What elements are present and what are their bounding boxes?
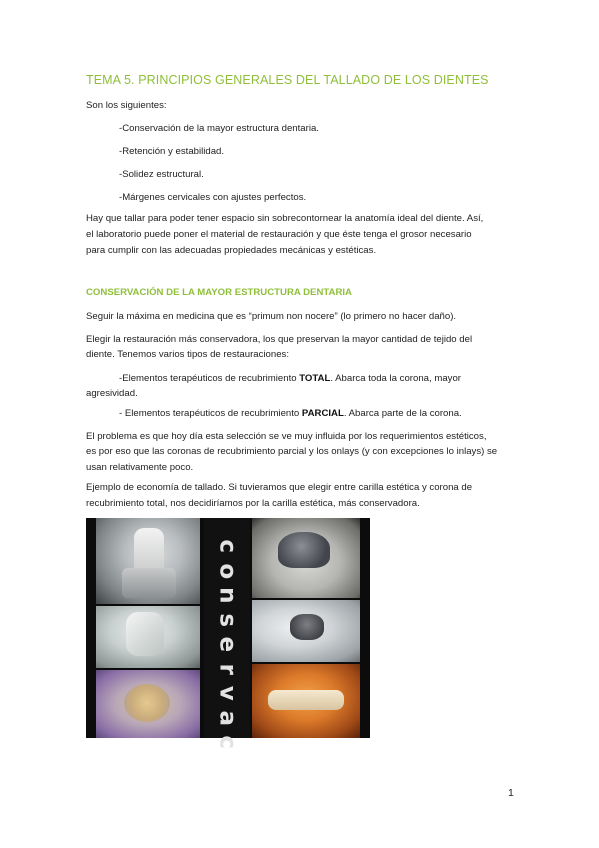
paragraph-line: El problema es que hoy día esta selección se ve muy influida por los requerimientos estéticos, [86, 431, 487, 442]
word-letter: e [214, 636, 241, 653]
emphasis-total: TOTAL [299, 373, 331, 384]
item-text: . Abarca toda la corona, mayor [330, 373, 461, 384]
item-text: -Elementos terapéuticos de recubrimiento [119, 373, 300, 384]
principle-item: -Márgenes cervicales con ajustes perfectos. [119, 192, 307, 203]
prepared-tooth-photo [96, 518, 200, 604]
page-number: 1 [508, 787, 514, 799]
word-letter: c [214, 539, 241, 554]
conservation-figure [86, 518, 370, 750]
partial-restoration-item [119, 406, 462, 422]
paragraph-line: recubrimiento total, nos decidiríamos por la carilla estética, más conservadora. [86, 498, 420, 509]
paragraph-line: el laboratorio puede poner el material de restauración y que éste tenga el grosor necesario [86, 229, 472, 240]
tooth-model-photo [96, 606, 200, 668]
page-title: TEMA 5. PRINCIPIOS GENERALES DEL TALLADO DE LOS DIENTES [86, 73, 489, 87]
item-text: . Abarca parte de la corona. [343, 408, 462, 419]
paragraph-line: diente. Tenemos varios tipos de restauraciones: [86, 349, 290, 360]
item-text: - Elementos terapéuticos de recubrimiento [119, 408, 302, 419]
word-letter: c [214, 735, 241, 750]
maxim-text: Seguir la máxima en medicina que es “primum non nocere” (lo primero no hacer daño). [86, 311, 457, 322]
paragraph-line: usan relativamente poco. [86, 462, 194, 473]
word-letter: n [214, 587, 241, 604]
crown-photo [252, 518, 360, 598]
section-heading: CONSERVACIÓN DE LA MAYOR ESTRUCTURA DENTARIA [86, 287, 352, 298]
principle-item: -Solidez estructural. [119, 169, 204, 180]
mouth-photo [252, 664, 360, 738]
vertical-word [209, 534, 245, 755]
total-restoration-item [119, 371, 461, 387]
word-letter: v [214, 685, 241, 701]
word-letter: s [214, 612, 241, 627]
word-letter: o [214, 562, 241, 579]
principle-item: -Retención y estabilidad. [119, 146, 225, 157]
word-letter: a [214, 709, 241, 726]
paragraph-line: agresividad. [86, 388, 138, 399]
principle-item: -Conservación de la mayor estructura dentaria. [119, 123, 319, 134]
paragraph-line: Ejemplo de economía de tallado. Si tuvieramos que elegir entre carilla estética y corona de [86, 482, 473, 493]
onlay-photo [252, 600, 360, 662]
paragraph-line: para cumplir con las adecuadas propiedades mecánicas y estéticas. [86, 245, 377, 256]
paragraph-line: Hay que tallar para poder tener espacio sin sobrecontornear la anatomía ideal del diente. Así, [86, 213, 484, 224]
word-letter: r [214, 663, 241, 675]
paragraph-line: es por eso que las coronas de recubrimiento parcial y los onlays (y con excepciones lo inlays) se [86, 446, 498, 457]
paragraph-line: Elegir la restauración más conservadora, los que preservan la mayor cantidad de tejido del [86, 334, 473, 345]
intro-text: Son los siguientes: [86, 100, 167, 111]
emphasis-partial: PARCIAL [301, 408, 344, 419]
occlusal-tooth-photo [96, 670, 200, 738]
